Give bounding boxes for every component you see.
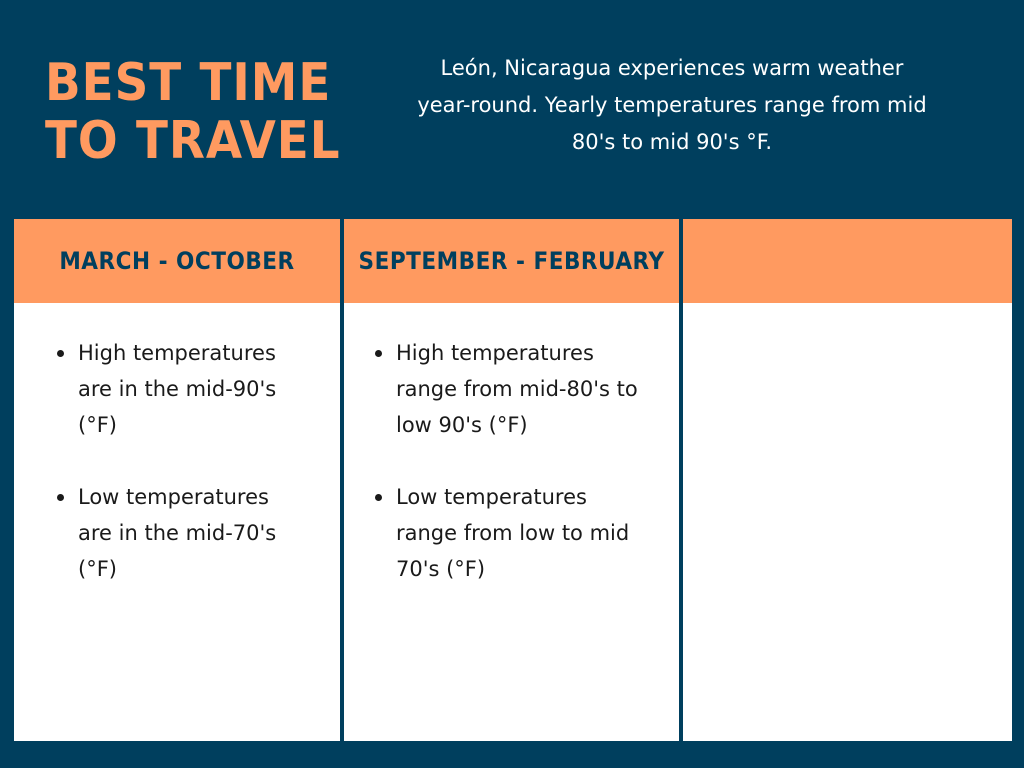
bullet-line: (°F) [78,557,117,581]
bullet-line: Low temperatures [78,485,269,509]
bullet-line: High temperatures [396,341,594,365]
page-title [45,54,345,170]
bullet-line: are in the mid-90's [78,377,277,401]
column-heading: MARCH - OCTOBER [59,247,295,275]
column-body [344,303,679,587]
column-header [683,219,1012,303]
intro-text [372,50,972,161]
intro-line-1: León, Nicaragua experiences warm weather [440,56,904,80]
title-line-2: TO TRAVEL [45,111,341,171]
season-column-march-october [14,219,340,741]
bullet-line: range from mid-80's to [396,377,638,401]
bullet-item-high-temperatures [344,335,679,443]
bullet-line: Low temperatures [396,485,587,509]
bullet-dot-icon [375,350,382,357]
column-header [14,219,340,303]
bullet-item-low-temperatures [344,479,679,587]
bullet-line: (°F) [78,413,117,437]
column-body [683,303,1012,335]
bullet-line: low 90's (°F) [396,413,528,437]
column-header [344,219,679,303]
bullet-dot-icon [57,350,64,357]
bullet-line: High temperatures [78,341,276,365]
bullet-dot-icon [57,494,64,501]
season-column-september-february [344,219,679,741]
title-line-1: BEST TIME [45,53,332,113]
bullet-dot-icon [375,494,382,501]
column-heading: SEPTEMBER - FEBRUARY [358,247,665,275]
season-table [14,219,1012,741]
bullet-line: are in the mid-70's [78,521,277,545]
bullet-item-low-temperatures [14,479,340,587]
intro-line-2: year-round. Yearly temperatures range from mid [417,93,927,117]
season-column-empty [683,219,1012,741]
bullet-line: 70's (°F) [396,557,486,581]
bullet-item-high-temperatures [14,335,340,443]
intro-line-3: 80's to mid 90's °F. [571,130,773,154]
bullet-line: range from low to mid [396,521,630,545]
column-body [14,303,340,587]
